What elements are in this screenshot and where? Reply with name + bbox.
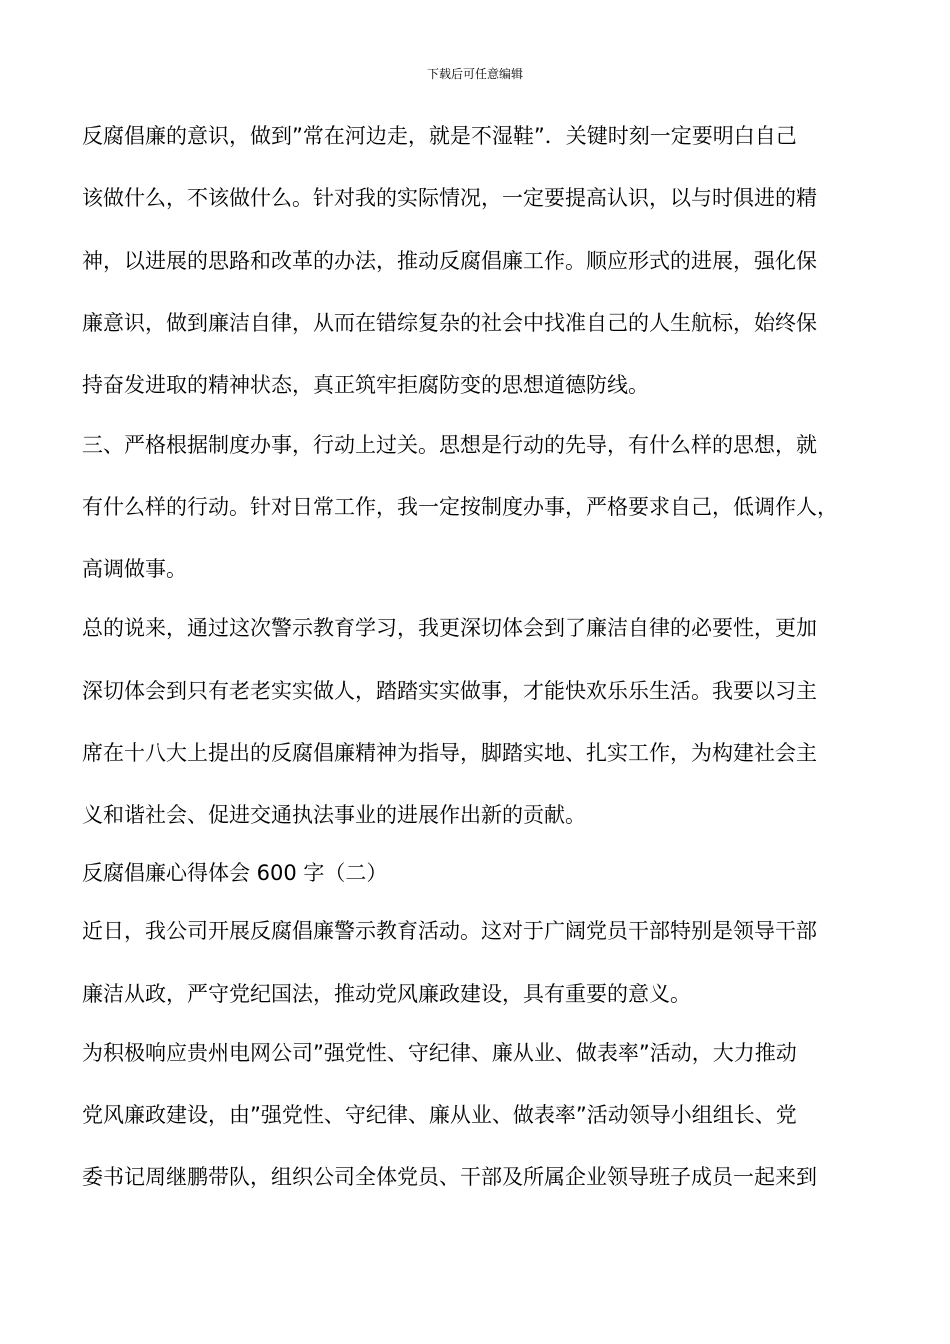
text-line: 席在十八大上提出的反腐倡廉精神为指导，脚踏实地、扎实工作，为构建社会主 xyxy=(82,741,817,765)
text-line: 廉洁从政，严守党纪国法，推动党风廉政建设，具有重要的意义。 xyxy=(82,982,691,1006)
text-line: 廉意识，做到廉洁自律，从而在错综复杂的社会中找准自己的人生航标，始终保 xyxy=(82,311,817,335)
subtitle: 反腐倡廉心得体会 600 字（二） xyxy=(82,861,388,885)
section-heading: 三、严格根据制度办事，行动上过关。思想是行动的先导，有什么样的思想，就 xyxy=(82,433,817,457)
text-line: 近日，我公司开展反腐倡廉警示教育活动。这对于广阔党员干部特别是领导干部 xyxy=(82,919,817,943)
text-line: 委书记周继鹏带队，组织公司全体党员、干部及所属企业领导班子成员一起来到 xyxy=(82,1165,817,1189)
text-line: 该做什么，不该做什么。针对我的实际情况，一定要提高认识，以与时俱进的精 xyxy=(82,186,817,210)
text-line: 反腐倡廉的意识，做到”常在河边走，就是不湿鞋”．关键时刻一定要明白自己 xyxy=(82,124,797,148)
text-line: 党风廉政建设，由”强党性、守纪律、廉从业、做表率”活动领导小组组长、党 xyxy=(82,1103,797,1127)
text-line: 高调做事。 xyxy=(82,557,187,581)
text-line: 义和谐社会、促进交通执法事业的进展作出新的贡献。 xyxy=(82,803,586,827)
page-header: 下载后可任意编辑 xyxy=(426,67,523,81)
text-line: 神，以进展的思路和改革的办法，推动反腐倡廉工作。顺应形式的进展，强化保 xyxy=(82,249,817,273)
text-line: 为积极响应贵州电网公司”强党性、守纪律、廉从业、做表率”活动，大力推动 xyxy=(82,1041,797,1065)
text-line: 总的说来，通过这次警示教育学习，我更深切体会到了廉洁自律的必要性，更加 xyxy=(82,616,817,640)
text-line: 持奋发进取的精神状态，真正筑牢拒腐防变的思想道德防线。 xyxy=(82,373,649,397)
text-line: 深切体会到只有老老实实做人，踏踏实实做事，才能快欢乐乐生活。我要以习主 xyxy=(82,679,817,703)
text-line: 有什么样的行动。针对日常工作，我一定按制度办事，严格要求自己，低调作人， xyxy=(82,495,838,519)
